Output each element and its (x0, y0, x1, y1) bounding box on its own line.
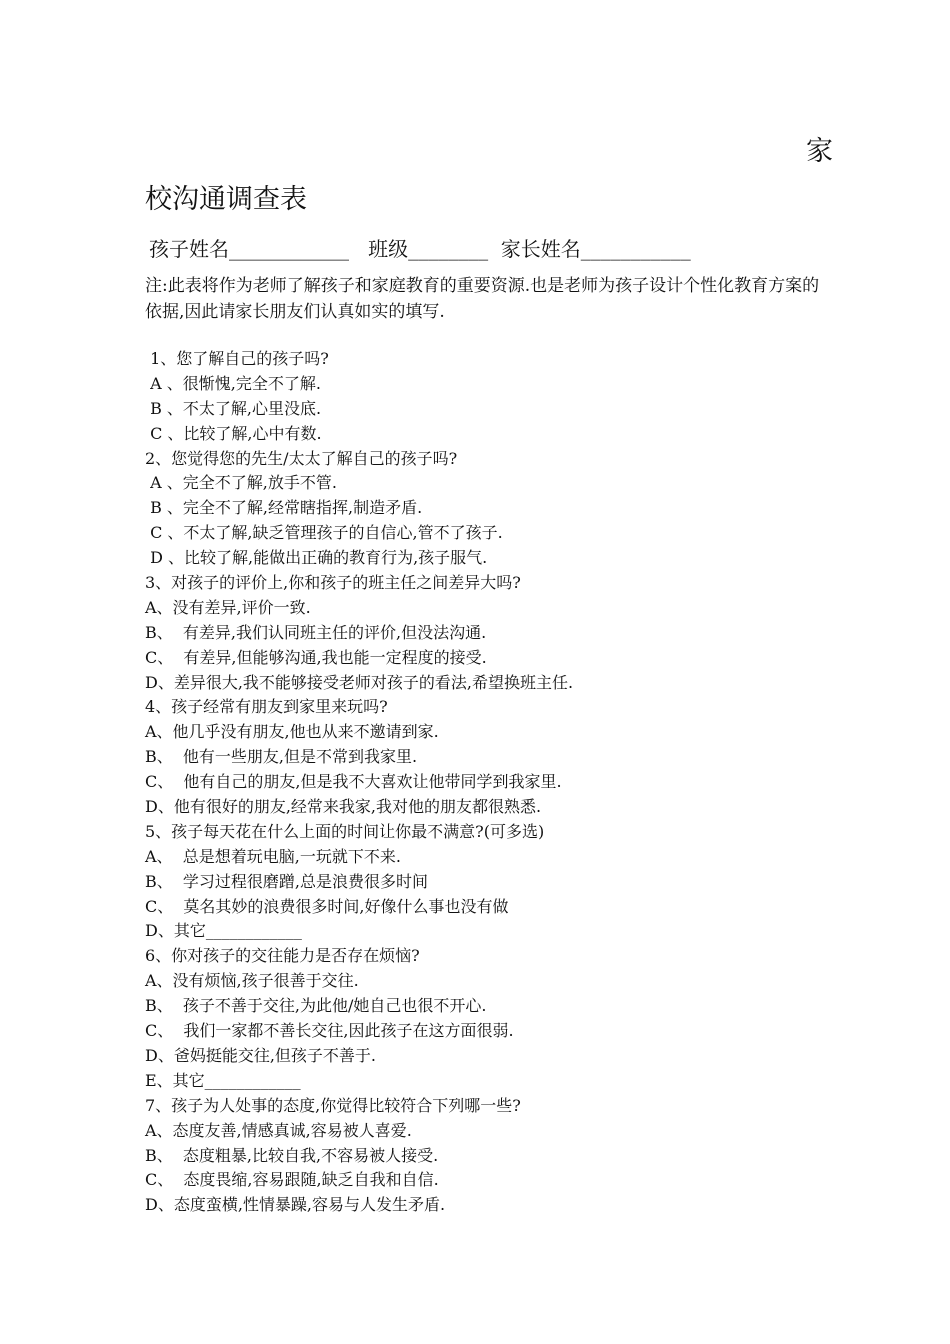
option-3d: D、差异很大,我不能够接受老师对孩子的看法,希望换班主任. (145, 672, 574, 692)
option-5d: D、其它____________ (145, 921, 302, 941)
note-paragraph: 注:此表将作为老师了解孩子和家庭教育的重要资源.也是老师为孩子设计个性化教育方案的依据,因此请家长朋友们认真如实的填写. (145, 276, 820, 322)
option-5b: B、 学习过程很磨蹭,总是浪费很多时间 (145, 871, 429, 891)
title-first-char: 家 (806, 136, 833, 167)
option-6d: D、爸妈挺能交往,但孩子不善于. (145, 1045, 377, 1065)
option-4c: C、 他有自己的朋友,但是我不大喜欢让他带同学到我家里. (145, 772, 562, 792)
option-7d: D、态度蛮横,性情暴躁,容易与人发生矛盾. (145, 1195, 446, 1215)
option-2c: C 、不太了解,缺乏管理孩子的自信心,管不了孩子. (145, 523, 503, 543)
option-2a: A 、完全不了解,放手不管. (145, 473, 337, 493)
option-7b: B、 态度粗暴,比较自我,不容易被人接受. (145, 1145, 439, 1165)
option-2d: D 、比较了解,能做出正确的教育行为,孩子服气. (145, 548, 488, 568)
option-3b: B、 有差异,我们认同班主任的评价,但没法沟通. (145, 622, 487, 642)
option-5c: C、 莫名其妙的浪费很多时间,好像什么事也没有做 (145, 896, 509, 916)
question-6: 6、你对孩子的交往能力是否存在烦恼? (145, 946, 420, 966)
question-4: 4、孩子经常有朋友到家里来玩吗? (145, 697, 388, 717)
option-3c: C、 有差异,但能够沟通,我也能一定程度的接受. (145, 647, 487, 667)
option-6b: B、 孩子不善于交往,为此他/她自己也很不开心. (145, 996, 487, 1016)
option-4b: B、 他有一些朋友,但是不常到我家里. (145, 747, 418, 767)
option-1c: C 、比较了解,心中有数. (145, 423, 322, 443)
question-3: 3、对孩子的评价上,你和孩子的班主任之间差异大吗? (145, 573, 521, 593)
option-7c: C、 态度畏缩,容易跟随,缺乏自我和自信. (145, 1170, 439, 1190)
option-4a: A、他几乎没有朋友,他也从来不邀请到家. (145, 722, 439, 742)
option-6a: A、没有烦恼,孩子很善于交往. (145, 971, 359, 991)
option-4d: D、他有很好的朋友,经常来我家,我对他的朋友都很熟悉. (145, 797, 542, 817)
page-title: 校沟通调查表 (145, 184, 307, 215)
question-list (145, 347, 845, 1218)
question-7: 7、孩子为人处事的态度,你觉得比较符合下列哪一些? (145, 1095, 521, 1115)
option-2b: B 、完全不了解,经常瞎指挥,制造矛盾. (145, 498, 423, 518)
option-6c: C、 我们一家都不善长交往,因此孩子在这方面很弱. (145, 1021, 514, 1041)
question-2: 2、您觉得您的先生/太太了解自己的孩子吗? (145, 448, 458, 468)
option-6e: E、其它____________ (145, 1070, 301, 1090)
info-line: 孩子姓名____________ 班级________ 家长姓名___________ (149, 237, 691, 261)
option-3a: A、没有差异,评价一致. (145, 597, 311, 617)
option-5a: A、 总是想着玩电脑,一玩就下不来. (145, 846, 401, 866)
question-1: 1、您了解自己的孩子吗? (145, 349, 329, 368)
question-5: 5、孩子每天花在什么上面的时间让你最不满意?(可多选) (145, 821, 545, 841)
option-7a: A、态度友善,情感真诚,容易被人喜爱. (145, 1120, 412, 1140)
option-1b: B 、不太了解,心里没底. (145, 398, 322, 418)
option-1a: A 、很惭愧,完全不了解. (145, 373, 321, 393)
